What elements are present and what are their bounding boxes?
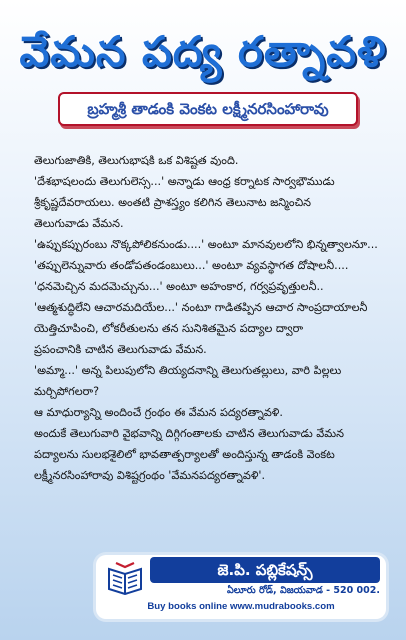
blurb-line: ప్రపంచానికి చాటిన తెలుగువాడు వేమన. xyxy=(34,343,207,356)
publisher-block xyxy=(96,555,386,619)
blurb-line: తెలుగువాడు వేమన. xyxy=(34,217,124,230)
blurb-line: 'ఉప్పుకప్పురంబు నొక్కపోలికనుండు....' అంటూ మానవులలోని భిన్నత్వాలనూ... xyxy=(34,238,378,251)
blurb-line: 'దేశభాషలందు తెలుగులెస్స...' అన్నాడు ఆంధ్ర కర్నాటక సార్వభౌముడు xyxy=(34,175,335,188)
blurb-line: 'ఆత్మశుద్ధిలేని ఆచారమదియేల...' నంటూ గాడితప్పిన ఆచార సాంప్రదాయాలనీ xyxy=(34,301,368,314)
blurb-line: పద్యాలను సులభశైలిలో భావతాత్పర్యాలతో అందిస్తున్న తాడంకి వెంకట xyxy=(34,448,335,461)
blurb-line: అందుకే తెలుగువారి వైభవాన్ని దిగ్గిగంతాలకు చాటిన తెలుగువాడు వేమన xyxy=(34,427,344,440)
publisher-address: ఏలూరు రోడ్, విజయవాడ - 520 002. xyxy=(226,585,380,596)
blurb-line: శ్రీకృష్ణదేవరాయలు. అంతటి ప్రాశస్త్యం కలిగిన తెలునాట జన్మించిన xyxy=(34,196,311,209)
blurb-line: యెత్తిచూపించి, లోకరీతులను తన సునిశితమైన పద్యాల ద్వారా xyxy=(34,322,304,335)
book-title: వేమన పద్య రత్నావళి xyxy=(19,27,387,76)
blurb-line: తెలుగుజాతికి, తెలుగుభాషకి ఒక విశిష్టత వుంది. xyxy=(34,154,239,167)
blurb-line: 'అమ్మా...' అన్న పిలుపులోని తియ్యదనాన్ని తెలుగుతల్లులు, వారి పిల్లలు xyxy=(34,364,342,377)
blurb-line: ఆ మాధుర్యాన్ని అందించే గ్రంథం ఈ వేమన పద్యరత్నావళి. xyxy=(34,406,283,419)
author-name-banner: బ్రహ్మశ్రీ తాడంకి వెంకట లక్ష్మీనరసింహారావు xyxy=(58,92,358,126)
blurb-line: మర్చిపోగలరా? xyxy=(34,385,100,398)
publisher-website: Buy books online www.mudrabooks.com xyxy=(147,601,335,612)
publisher-name: జె.పి. పబ్లికేషన్స్ xyxy=(150,557,380,583)
open-book-logo-icon xyxy=(106,561,144,595)
blurb-text xyxy=(34,150,386,486)
blurb-line: 'ధనమెచ్చిన మదమెచ్చును...' అంటూ అహంకార, గర్వప్రవృత్తులనీ.. xyxy=(34,280,324,293)
blurb-line: 'తప్పులెన్నువారు తండోపతండంబులు...' అంటూ వ్యవస్థాగత దోషాలనీ.... xyxy=(34,259,349,272)
blurb-line: లక్ష్మీనరసింహారావు విశిష్టగ్రంథం 'వేమనపద్యరత్నావళి'. xyxy=(34,469,266,482)
